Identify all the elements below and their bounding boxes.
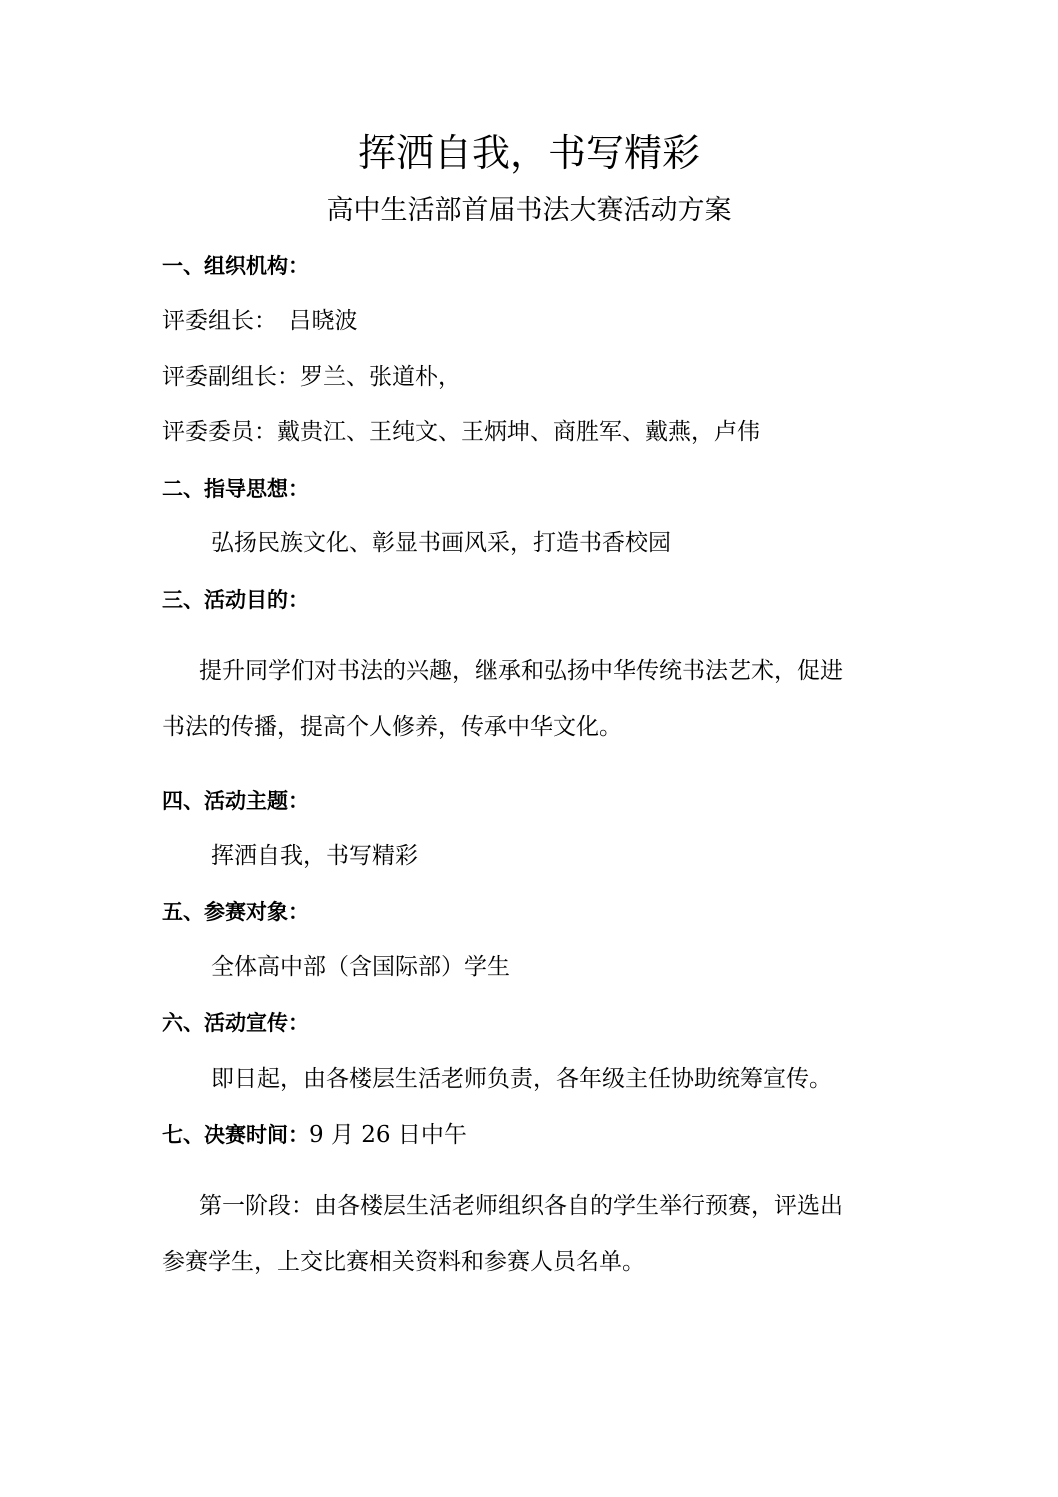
organization-members: 评委委员：戴贵江、王纯文、王炳坤、商胜军、戴燕，卢伟 xyxy=(162,419,760,445)
final-time: 9 月 26 日中午 xyxy=(309,1122,467,1148)
purpose-line-1: 提升同学们对书法的兴趣，继承和弘扬中华传统书法艺术，促进 xyxy=(199,658,843,684)
section-heading-participants: 五、参赛对象： xyxy=(162,900,309,924)
document-subtitle: 高中生活部首届书法大赛活动方案 xyxy=(326,195,732,226)
participants-text: 全体高中部（含国际部）学生 xyxy=(211,954,510,980)
organization-leader: 评委组长： 吕晓波 xyxy=(162,308,358,334)
final-heading-label: 七、决赛时间： xyxy=(162,1123,309,1147)
final-stage1-line-2: 参赛学生，上交比赛相关资料和参赛人员名单。 xyxy=(162,1249,645,1275)
final-stage1-line-1: 第一阶段：由各楼层生活老师组织各自的学生举行预赛，评选出 xyxy=(199,1193,843,1219)
organization-deputy: 评委副组长：罗兰、张道朴， xyxy=(162,364,461,390)
purpose-line-2: 书法的传播，提高个人修养，传承中华文化。 xyxy=(162,714,622,740)
section-heading-theme: 四、活动主题： xyxy=(162,789,309,813)
section-heading-promotion: 六、活动宣传： xyxy=(162,1011,309,1035)
promotion-text: 即日起，由各楼层生活老师负责，各年级主任协助统筹宣传。 xyxy=(211,1066,832,1092)
section-heading-guidance: 二、指导思想： xyxy=(162,477,309,501)
section-heading-organization: 一、组织机构： xyxy=(162,254,309,278)
section-heading-final xyxy=(162,1124,467,1147)
guidance-text: 弘扬民族文化、彰显书画风采，打造书香校园 xyxy=(211,530,671,556)
theme-text: 挥洒自我，书写精彩 xyxy=(211,843,418,869)
section-heading-purpose: 三、活动目的： xyxy=(162,588,309,612)
document-title: 挥洒自我，书写精彩 xyxy=(357,131,700,175)
